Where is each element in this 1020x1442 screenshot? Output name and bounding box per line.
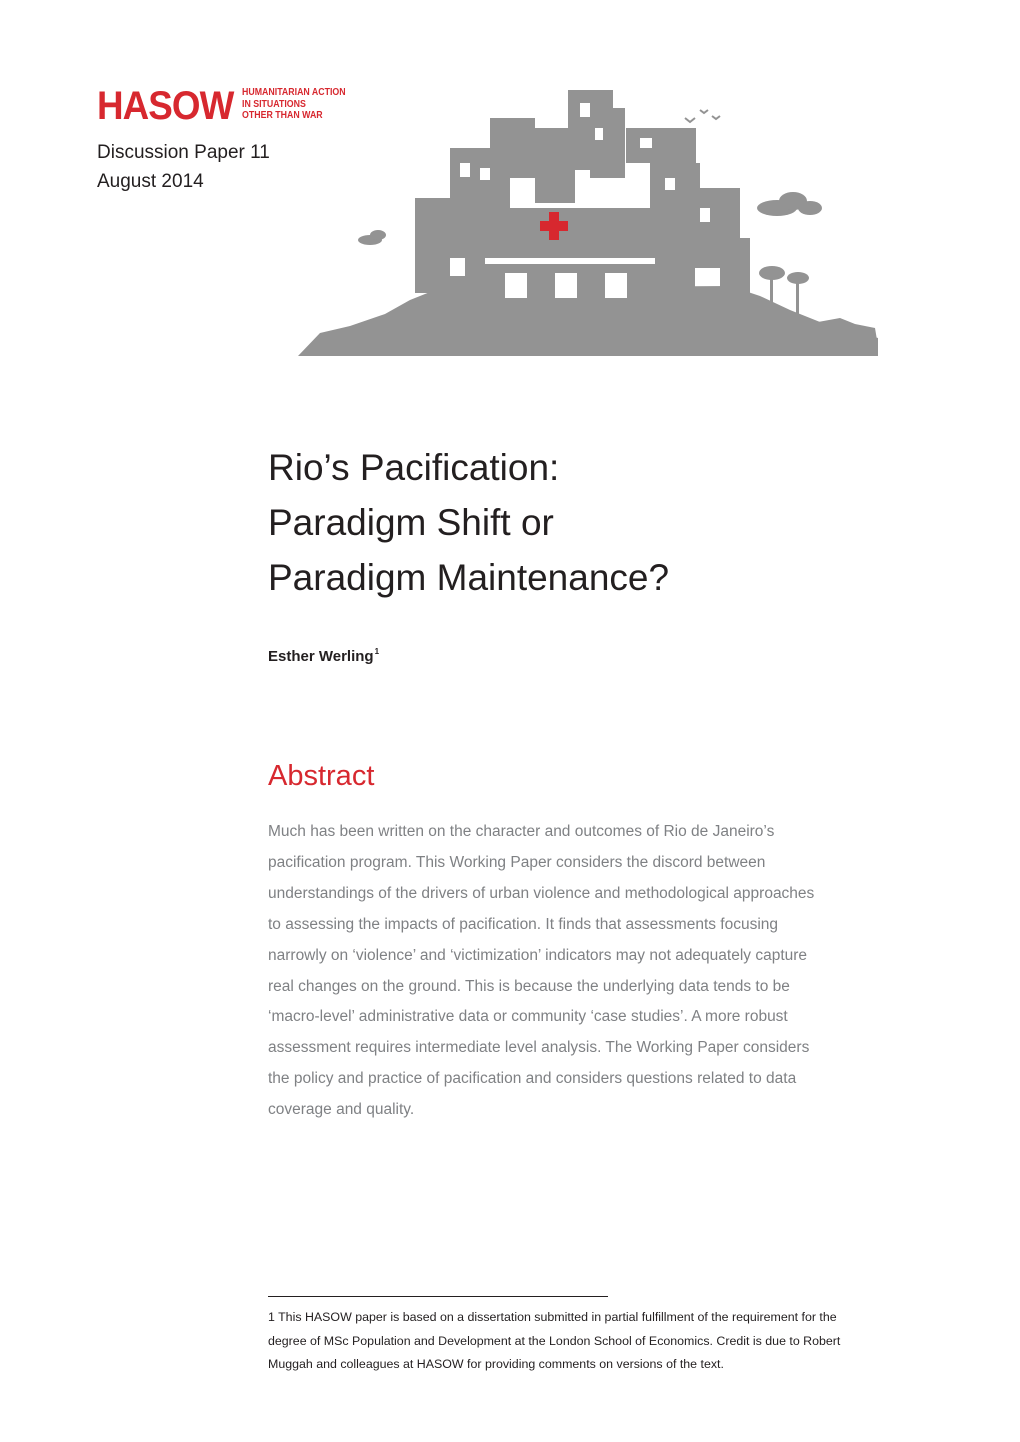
car [810, 318, 878, 346]
tree [759, 266, 785, 280]
window [665, 178, 675, 190]
window [460, 163, 470, 177]
abstract-line: pacification program. This Working Paper considers the discord between [268, 853, 766, 871]
building [590, 108, 625, 178]
abstract-line: understandings of the drivers of urban violence and methodological approaches [268, 884, 815, 902]
abstract-line: the policy and practice of pacification and considers questions related to data [268, 1070, 797, 1088]
footnote-line: degree of MSc Population and Development at the London School of Economics. Credit is due to Robert [268, 1333, 841, 1348]
abstract-line: ‘macro-level’ administrative data or community ‘case studies’. A more robust [268, 1008, 788, 1026]
building [720, 238, 750, 298]
publication-date: August 2014 [97, 171, 204, 192]
hillside-illustration [290, 88, 882, 363]
bird [700, 110, 708, 113]
paper-title [268, 440, 669, 605]
building [626, 128, 696, 163]
logo-wordmark: HASOW [97, 84, 234, 128]
window [700, 208, 710, 222]
tree [787, 272, 809, 284]
window [605, 273, 627, 298]
cloud [370, 230, 386, 240]
window [580, 103, 590, 117]
building [440, 238, 500, 298]
window [485, 258, 655, 264]
footnote [268, 1306, 920, 1377]
window [555, 273, 577, 298]
abstract-line: to assessing the impacts of pacification. It finds that assessments focusing [268, 915, 779, 933]
logo-subtitle-line: HUMANITARIAN ACTION [242, 87, 346, 98]
window [640, 138, 652, 148]
bird [685, 118, 695, 122]
footnote-line: 1 This HASOW paper is based on a dissertation submitted in partial fulfillment of the requirement for the [268, 1310, 837, 1324]
footnote-divider [268, 1296, 608, 1297]
author [268, 647, 379, 665]
abstract-heading: Abstract [268, 760, 375, 792]
title-line: Paradigm Maintenance? [268, 557, 670, 598]
author-name: Esther Werling [268, 648, 374, 665]
footnote-line: Muggah and colleagues at HASOW for providing comments on versions of the text. [268, 1357, 724, 1371]
abstract-line: coverage and quality. [268, 1101, 415, 1119]
title-line: Rio’s Pacification: [268, 447, 560, 488]
abstract-body [268, 817, 888, 1126]
window [480, 168, 490, 180]
paper-meta [97, 138, 270, 196]
window [505, 273, 527, 298]
logo-subtitle-line: OTHER THAN WAR [242, 110, 323, 121]
abstract-line: real changes on the ground. This is because the underlying data tends to be [268, 977, 790, 995]
title-line: Paradigm Shift or [268, 502, 554, 543]
bird [712, 116, 720, 119]
window [595, 128, 603, 140]
abstract-line: narrowly on ‘violence’ and ‘victimization’ indicators may not adequately capture [268, 946, 808, 964]
author-footnote-mark: 1 [374, 647, 380, 656]
window [450, 258, 465, 276]
logo-subtitle-line: IN SITUATIONS [242, 98, 306, 110]
abstract-line: Much has been written on the character and outcomes of Rio de Janeiro’s [268, 823, 775, 840]
series-label: Discussion Paper 11 [97, 142, 270, 163]
cloud [798, 201, 822, 215]
abstract-line: assessment requires intermediate level analysis. The Working Paper considers [268, 1039, 810, 1057]
tree [796, 278, 799, 318]
building [490, 118, 535, 178]
